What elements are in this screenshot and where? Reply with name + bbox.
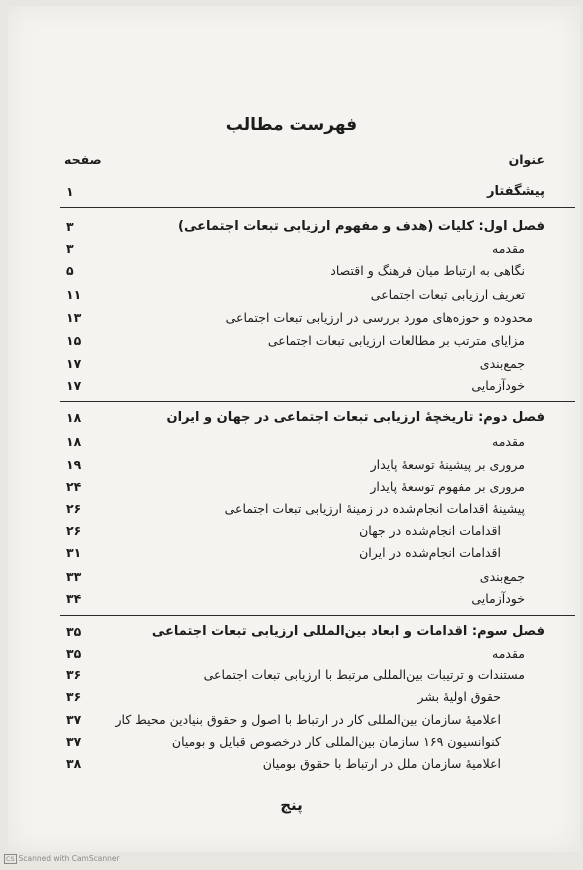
toc-entry-row (0, 434, 583, 454)
toc-page-number: ۳۴ (66, 591, 82, 606)
toc-chapter-row (0, 219, 583, 239)
toc-entry-title: محدوده و حوزه‌های مورد بررسی در ارزیابی تبعات اجتماعی (225, 310, 533, 325)
toc-page-number: ۱۷ (66, 378, 82, 393)
toc-entry-title: اقدامات انجام‌شده در ایران (359, 545, 501, 560)
toc-entry-title: مزایای مترتب بر مطالعات ارزیابی تبعات اجتماعی (267, 333, 525, 348)
toc-entry-title: مروری بر پیشینهٔ توسعهٔ پایدار (370, 457, 525, 472)
toc-entry-title: اعلامیهٔ سازمان ملل در ارتباط با حقوق بومیان (262, 756, 501, 771)
toc-entry-row (0, 263, 583, 283)
toc-page-number: ۲۶ (66, 523, 82, 538)
toc-entry-title: مروری بر مفهوم توسعهٔ پایدار (370, 479, 525, 494)
chapter-divider (60, 207, 575, 208)
toc-page-number: ۲۶ (66, 501, 82, 516)
toc-page-number: ۳۶ (66, 689, 82, 704)
toc-entry-title: مقدمه (492, 646, 525, 661)
chapter-divider (60, 615, 575, 616)
toc-entry-title: پیشینهٔ اقدامات انجام‌شده در زمینهٔ ارزیابی تبعات اجتماعی (224, 501, 525, 516)
toc-entry-title: فصل اول: کلیات (هدف و مفهوم ارزیابی تبعات اجتماعی) (178, 219, 545, 234)
toc-page-number: ۳۳ (66, 569, 82, 584)
toc-page-number: ۱۹ (66, 457, 82, 472)
toc-entry-title: حقوق اولیهٔ بشر (417, 689, 501, 704)
toc-entry-title: فصل سوم: اقدامات و ابعاد بین‌المللی ارزیابی تبعات اجتماعی (151, 624, 545, 639)
toc-page-number: ۳۸ (66, 756, 82, 771)
title-column-header: عنوان (508, 152, 545, 167)
toc-page-number: ۳ (66, 219, 74, 234)
toc-page-number: ۱۷ (66, 356, 82, 371)
toc-chapter-row (0, 624, 583, 644)
page-number-footer: پنج (280, 796, 303, 814)
toc-entry-row (0, 756, 583, 776)
toc-entry-row (0, 310, 583, 330)
scanner-watermark (4, 854, 120, 864)
toc-page-number: ۳ (66, 241, 74, 256)
toc-entry-row (0, 545, 583, 565)
toc-entry-row (0, 479, 583, 499)
page-title: فهرست مطالب (225, 115, 358, 135)
chapter-divider (60, 401, 575, 402)
toc-page-number: ۳۵ (66, 624, 82, 639)
toc-page-number: ۱۱ (66, 287, 82, 302)
toc-chapter-row (0, 410, 583, 430)
toc-entry-title: کنوانسیون ۱۶۹ سازمان بین‌المللی کار درخصوص قبایل و بومیان (171, 734, 501, 749)
toc-entry-row (0, 667, 583, 687)
toc-entry-row (0, 457, 583, 477)
toc-entry-row (0, 712, 583, 732)
toc-entry-row (0, 241, 583, 261)
toc-entry-row (0, 356, 583, 376)
toc-entry-title: اعلامیهٔ سازمان بین‌المللی کار در ارتباط با اصول و حقوق بنیادین محیط کار (115, 712, 501, 727)
toc-entry-row (0, 646, 583, 666)
toc-chapter-row (0, 184, 583, 204)
watermark-text: Scanned with CamScanner (18, 854, 120, 863)
toc-page-number: ۲۴ (66, 479, 82, 494)
camscanner-logo-icon: CS (6, 855, 15, 863)
toc-entry-row (0, 591, 583, 611)
toc-entry-row (0, 333, 583, 353)
toc-page-number: ۳۱ (66, 545, 82, 560)
toc-entry-title: جمع‌بندی (479, 356, 525, 371)
toc-entry-title: مستندات و ترتیبات بین‌المللی مرتبط با ارزیابی تبعات اجتماعی (203, 667, 525, 682)
toc-page-number: ۳۷ (66, 734, 82, 749)
toc-page-number: ۳۵ (66, 646, 82, 661)
toc-entry-title: مقدمه (492, 434, 525, 449)
toc-entry-title: خودآزمایی (471, 378, 525, 393)
page-column-header: صفحه (64, 152, 102, 167)
toc-page-number: ۱ (66, 184, 74, 199)
toc-page-number: ۳۷ (66, 712, 82, 727)
toc-entry-row (0, 501, 583, 521)
toc-page-number: ۱۳ (66, 310, 82, 325)
toc-entry-row (0, 734, 583, 754)
toc-page-number: ۱۵ (66, 333, 82, 348)
toc-entry-row (0, 287, 583, 307)
toc-entry-row (0, 689, 583, 709)
toc-entry-title: جمع‌بندی (479, 569, 525, 584)
toc-page-number: ۱۸ (66, 434, 82, 449)
toc-entry-title: پیشگفتار (486, 184, 545, 199)
toc-entry-row (0, 378, 583, 398)
toc-page-number: ۵ (66, 263, 74, 278)
toc-entry-row (0, 569, 583, 589)
toc-entry-title: تعریف ارزیابی تبعات اجتماعی (370, 287, 525, 302)
toc-entry-row (0, 523, 583, 543)
toc-entry-title: نگاهی به ارتباط میان فرهنگ و اقتصاد (330, 263, 525, 278)
toc-entry-title: خودآزمایی (471, 591, 525, 606)
toc-entry-title: مقدمه (492, 241, 525, 256)
toc-page-number: ۱۸ (66, 410, 82, 425)
toc-page-number: ۳۶ (66, 667, 82, 682)
toc-entry-title: اقدامات انجام‌شده در جهان (359, 523, 501, 538)
toc-entry-title: فصل دوم: تاریخچهٔ ارزیابی تبعات اجتماعی در جهان و ایران (166, 410, 545, 425)
